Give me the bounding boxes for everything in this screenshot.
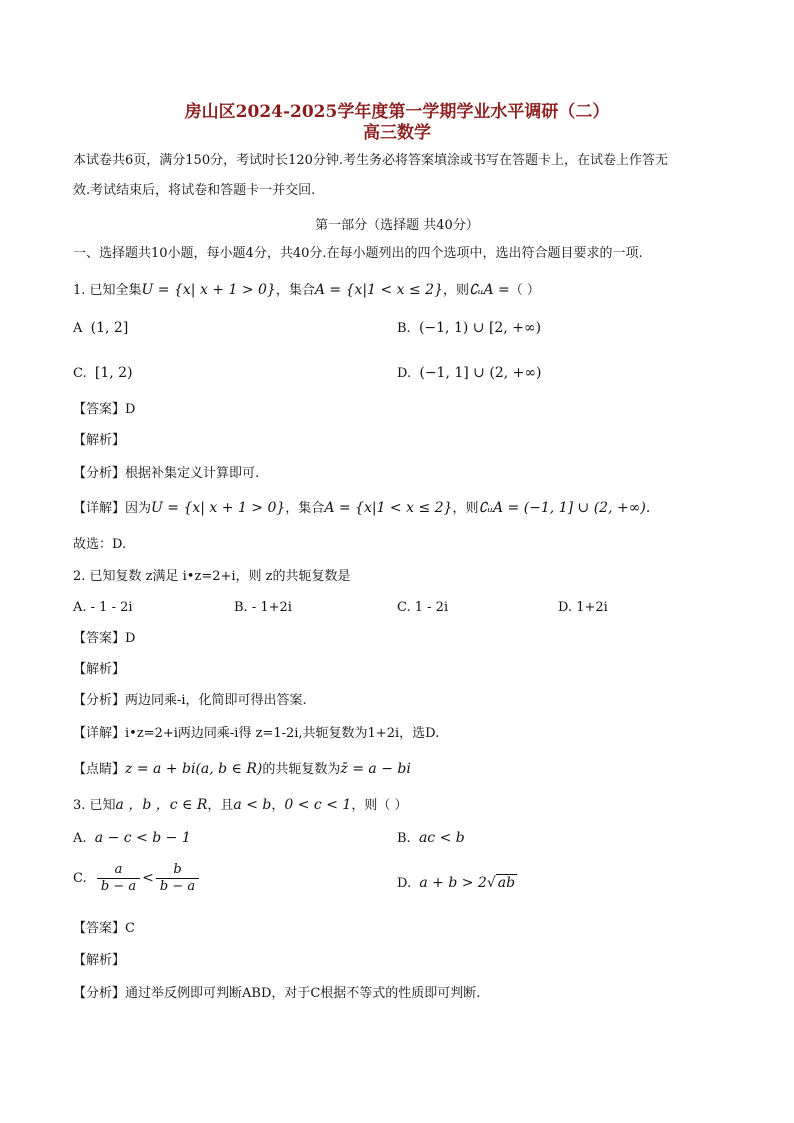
q3-option-b: B. ac < b [397, 830, 465, 846]
sqrt-radicand: ab [497, 875, 516, 891]
part-heading: 第一部分（选择题 共40分） [315, 218, 479, 233]
q2-option-d: D. 1+2i [558, 600, 608, 615]
q1-option-a: A (1, 2] [73, 320, 129, 336]
intro-line-1: 本试卷共6页，满分150分，考试时长120分钟.考生务必将答案填涂或书写在答题卡上，在试卷上作答无 [73, 153, 669, 168]
q1-option-b: B. (−1, 1) ∪ [2, +∞) [397, 320, 542, 336]
fraction-1: $\frac{a}{b - a}$ [97, 862, 140, 895]
q2-analysis-heading: 【解析】 [73, 662, 126, 677]
section-instructions: 一、选择题共10小题，每小题4分，共40分.在每小题列出的四个选项中，选出符合题目要求的一项. [73, 246, 643, 261]
q2-detail: 【详解】i•z=2+i两边同乘-i得 z=1-2i,共轭复数为1+2i，选D. [73, 726, 440, 741]
q3-stem: 3. 已知a ，b ，c ∈ R，且a < b，0 < c < 1，则（ ） [73, 797, 408, 813]
q2-analysis: 【分析】两边同乘-i，化简即可得出答案. [73, 693, 307, 708]
intro-line-2: 效.考试结束后，将试卷和答题卡一并交回. [73, 183, 316, 198]
q2-answer: 【答案】D [73, 631, 136, 646]
q2-option-c: C. 1 - 2i [397, 600, 449, 615]
q1-analysis-heading: 【解析】 [73, 433, 126, 448]
q3-option-c: C. $\frac{a}{b - a}$ < $\frac{b}{b - a}$ [73, 862, 201, 895]
q3-analysis: 【分析】通过举反例即可判断ABD，对于C根据不等式的性质即可判断. [73, 986, 481, 1001]
q1-analysis: 【分析】根据补集定义计算即可. [73, 466, 260, 481]
q3-option-a: A. a − c < b − 1 [73, 830, 191, 846]
q2-option-b: B. - 1+2i [234, 600, 292, 615]
q1-option-c: C. [1, 2) [73, 365, 133, 381]
q3-analysis-heading: 【解析】 [73, 953, 126, 968]
fraction-2: $\frac{b}{b - a}$ [156, 862, 199, 895]
q1-answer: 【答案】D [73, 402, 136, 417]
q1-stem: 1. 已知全集U = {x| x + 1 > 0}，集合A = {x|1 < x ≤ 2}，则∁ᵤA =（ ） [73, 282, 540, 298]
q2-option-a: A. - 1 - 2i [73, 600, 133, 615]
exam-subtitle: 高三数学 [363, 123, 431, 143]
exam-title: 房山区2024-2025学年度第一学期学业水平调研（二） [184, 102, 610, 122]
q3-answer: 【答案】C [73, 921, 135, 936]
q1-detail: 【详解】因为U = {x| x + 1 > 0}，集合A = {x|1 < x ≤ 2}，则∁ᵤA = (−1, 1] ∪ (2, +∞). [73, 500, 651, 516]
q1-option-d: D. (−1, 1] ∪ (2, +∞) [397, 365, 542, 381]
q2-stem: 2. 已知复数 z满足 i•z=2+i，则 z的共轭复数是 [73, 569, 351, 584]
q3-option-d: D. a + b > 2√ ab [397, 875, 516, 891]
q1-conclusion: 故选：D. [73, 537, 127, 552]
q2-note: 【点睛】z = a + bi(a, b ∈ R)的共轭复数为z̄ = a − bi [73, 761, 411, 777]
